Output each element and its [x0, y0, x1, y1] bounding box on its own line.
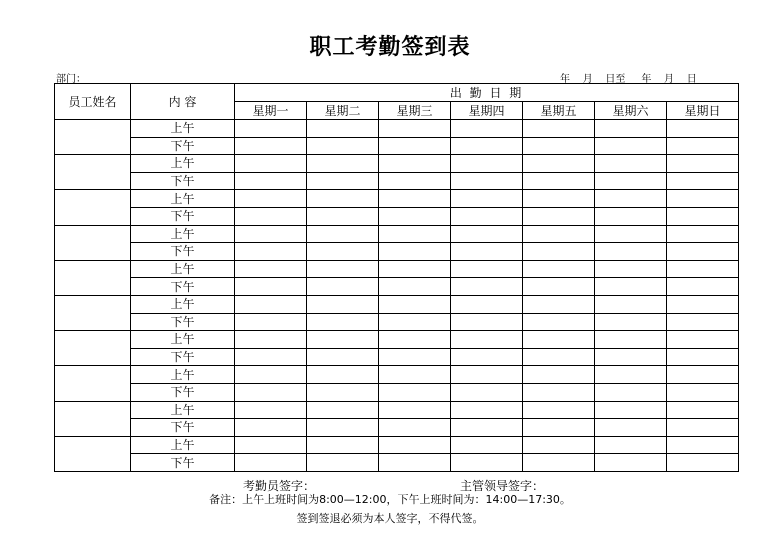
signature-cell[interactable]	[307, 401, 379, 419]
am-label: 上午	[131, 225, 235, 243]
signature-cell[interactable]	[307, 243, 379, 261]
signature-cell[interactable]	[307, 295, 379, 313]
signature-cell[interactable]	[595, 137, 667, 155]
am-label: 上午	[131, 120, 235, 138]
signature-cell[interactable]	[451, 436, 523, 454]
employee-name-cell[interactable]	[55, 366, 131, 401]
employee-name-cell[interactable]	[55, 120, 131, 155]
signature-cell[interactable]	[451, 207, 523, 225]
signature-cell[interactable]	[595, 366, 667, 384]
signature-cell[interactable]	[523, 260, 595, 278]
supervisor-signature-label: 主管领导签字：	[460, 479, 545, 493]
employee-name-cell[interactable]	[55, 225, 131, 260]
table-row	[55, 155, 739, 173]
signature-cell[interactable]	[307, 383, 379, 401]
signature-cell[interactable]	[235, 383, 307, 401]
signature-cell[interactable]	[523, 383, 595, 401]
pm-label: 下午	[131, 137, 235, 155]
signature-cell[interactable]	[523, 225, 595, 243]
signature-cell[interactable]	[379, 243, 451, 261]
signature-cell[interactable]	[451, 155, 523, 173]
signature-cell[interactable]	[379, 295, 451, 313]
table-row	[55, 295, 739, 313]
table-row	[55, 137, 739, 155]
signature-cell[interactable]	[307, 331, 379, 349]
pm-label: 下午	[131, 383, 235, 401]
signature-cell[interactable]	[523, 419, 595, 437]
signature-cell[interactable]	[307, 225, 379, 243]
table-row	[55, 207, 739, 225]
signature-cell[interactable]	[451, 190, 523, 208]
signature-cell[interactable]	[307, 190, 379, 208]
table-row	[55, 383, 739, 401]
table-row	[55, 454, 739, 472]
am-label: 上午	[131, 190, 235, 208]
signature-cell[interactable]	[451, 278, 523, 296]
pm-label: 下午	[131, 207, 235, 225]
signature-cell[interactable]	[595, 295, 667, 313]
signature-cell[interactable]	[595, 243, 667, 261]
signature-cell[interactable]	[667, 313, 739, 331]
table-row	[55, 313, 739, 331]
signature-cell[interactable]	[379, 331, 451, 349]
pm-label: 下午	[131, 172, 235, 190]
department-label: 部门：	[56, 74, 86, 85]
signature-cell[interactable]	[379, 190, 451, 208]
signature-cell[interactable]	[235, 260, 307, 278]
date-range-label: 年 月 日至 年 月 日	[560, 74, 697, 85]
table-row	[55, 260, 739, 278]
signature-cell[interactable]	[667, 190, 739, 208]
signature-cell[interactable]	[523, 120, 595, 138]
signature-cell[interactable]	[235, 419, 307, 437]
signature-cell[interactable]	[379, 401, 451, 419]
signature-cell[interactable]	[667, 172, 739, 190]
signature-cell[interactable]	[235, 401, 307, 419]
signature-cell[interactable]	[595, 190, 667, 208]
signature-cell[interactable]	[235, 207, 307, 225]
signature-cell[interactable]	[595, 260, 667, 278]
signature-cell[interactable]	[379, 172, 451, 190]
page-title: 职工考勤签到表	[309, 35, 471, 60]
am-label: 上午	[131, 260, 235, 278]
signature-cell[interactable]	[667, 348, 739, 366]
signature-cell[interactable]	[667, 436, 739, 454]
signature-cell[interactable]	[667, 295, 739, 313]
signature-cell[interactable]	[595, 172, 667, 190]
signature-cell[interactable]	[667, 225, 739, 243]
signature-cell[interactable]	[451, 401, 523, 419]
attendance-table	[54, 83, 739, 472]
note-sign-rule: 签到签退必须为本人签字，不得代签。	[296, 512, 484, 525]
table-row	[55, 120, 739, 138]
signature-cell[interactable]	[379, 137, 451, 155]
signature-cell[interactable]	[307, 207, 379, 225]
employee-name-header: 员工姓名	[55, 84, 131, 120]
signature-cell[interactable]	[667, 401, 739, 419]
signature-cell[interactable]	[451, 454, 523, 472]
pm-label: 下午	[131, 313, 235, 331]
pm-label: 下午	[131, 454, 235, 472]
signature-cell[interactable]	[523, 243, 595, 261]
signature-cell[interactable]	[379, 155, 451, 173]
signature-cell[interactable]	[595, 207, 667, 225]
table-row	[55, 172, 739, 190]
employee-name-cell[interactable]	[55, 331, 131, 366]
signature-cell[interactable]	[307, 348, 379, 366]
note-working-hours: 备注：上午上班时间为8:00—12:00，下午上班时间为：14:00—17:30。	[209, 493, 571, 506]
content-header: 内 容	[131, 84, 235, 120]
signature-cell[interactable]	[451, 225, 523, 243]
table-row	[55, 348, 739, 366]
signature-cell[interactable]	[595, 313, 667, 331]
signature-cell[interactable]	[451, 137, 523, 155]
signature-cell[interactable]	[235, 331, 307, 349]
signature-cell[interactable]	[523, 401, 595, 419]
weekday-header-wed: 星期三	[379, 102, 451, 120]
signature-cell[interactable]	[451, 295, 523, 313]
weekday-header-thu: 星期四	[451, 102, 523, 120]
signature-cell[interactable]	[307, 419, 379, 437]
signature-cell[interactable]	[451, 383, 523, 401]
am-label: 上午	[131, 295, 235, 313]
am-label: 上午	[131, 366, 235, 384]
signature-cell[interactable]	[595, 331, 667, 349]
signature-cell[interactable]	[235, 295, 307, 313]
signature-cell[interactable]	[523, 137, 595, 155]
signature-cell[interactable]	[235, 225, 307, 243]
employee-name-cell[interactable]	[55, 155, 131, 190]
signature-cell[interactable]	[523, 454, 595, 472]
table-row	[55, 331, 739, 349]
table-row	[55, 366, 739, 384]
signature-cell[interactable]	[667, 260, 739, 278]
signature-cell[interactable]	[595, 383, 667, 401]
signature-cell[interactable]	[235, 190, 307, 208]
signature-cell[interactable]	[523, 172, 595, 190]
signature-cell[interactable]	[667, 383, 739, 401]
signature-cell[interactable]	[523, 190, 595, 208]
signature-cell[interactable]	[235, 436, 307, 454]
signature-cell[interactable]	[451, 172, 523, 190]
pm-label: 下午	[131, 348, 235, 366]
signature-cell[interactable]	[307, 366, 379, 384]
signature-cell[interactable]	[451, 313, 523, 331]
signature-cell[interactable]	[379, 260, 451, 278]
signature-cell[interactable]	[523, 155, 595, 173]
signature-cell[interactable]	[595, 225, 667, 243]
signature-cell[interactable]	[379, 225, 451, 243]
signature-cell[interactable]	[235, 313, 307, 331]
signature-cell[interactable]	[523, 295, 595, 313]
am-label: 上午	[131, 401, 235, 419]
employee-name-cell[interactable]	[55, 436, 131, 471]
signature-cell[interactable]	[235, 348, 307, 366]
table-row	[55, 278, 739, 296]
signature-cell[interactable]	[667, 120, 739, 138]
signature-cell[interactable]	[595, 401, 667, 419]
weekday-header-sun: 星期日	[667, 102, 739, 120]
attendance-officer-signature-label: 考勤员签字：	[243, 479, 316, 493]
table-row	[55, 225, 739, 243]
am-label: 上午	[131, 155, 235, 173]
signature-cell[interactable]	[595, 348, 667, 366]
weekday-header-mon: 星期一	[235, 102, 307, 120]
signature-cell[interactable]	[523, 348, 595, 366]
table-row	[55, 419, 739, 437]
signature-cell[interactable]	[451, 120, 523, 138]
signature-cell[interactable]	[307, 260, 379, 278]
signature-cell[interactable]	[235, 454, 307, 472]
signature-cell[interactable]	[307, 155, 379, 173]
signature-cell[interactable]	[379, 120, 451, 138]
signature-cell[interactable]	[523, 436, 595, 454]
signature-cell[interactable]	[379, 366, 451, 384]
signature-cell[interactable]	[667, 419, 739, 437]
signature-cell[interactable]	[379, 436, 451, 454]
signature-cell[interactable]	[451, 348, 523, 366]
employee-name-cell[interactable]	[55, 260, 131, 295]
signature-cell[interactable]	[595, 436, 667, 454]
signature-cell[interactable]	[451, 331, 523, 349]
signature-cell[interactable]	[595, 454, 667, 472]
am-label: 上午	[131, 331, 235, 349]
signature-cell[interactable]	[379, 383, 451, 401]
signature-cell[interactable]	[523, 366, 595, 384]
signature-cell[interactable]	[523, 331, 595, 349]
am-label: 上午	[131, 436, 235, 454]
employee-name-cell[interactable]	[55, 295, 131, 330]
signature-cell[interactable]	[379, 207, 451, 225]
table-row	[55, 190, 739, 208]
signature-cell[interactable]	[307, 137, 379, 155]
signature-cell[interactable]	[235, 137, 307, 155]
signature-cell[interactable]	[235, 155, 307, 173]
weekday-header-sat: 星期六	[595, 102, 667, 120]
signature-cell[interactable]	[379, 278, 451, 296]
signature-cell[interactable]	[667, 366, 739, 384]
table-row	[55, 401, 739, 419]
signature-cell[interactable]	[379, 313, 451, 331]
signature-cell[interactable]	[307, 278, 379, 296]
signature-cell[interactable]	[667, 155, 739, 173]
attendance-date-header: 出 勤 日 期	[235, 84, 739, 102]
signature-cell[interactable]	[235, 278, 307, 296]
signature-cell[interactable]	[379, 348, 451, 366]
signature-cell[interactable]	[667, 137, 739, 155]
signature-cell[interactable]	[595, 278, 667, 296]
signature-cell[interactable]	[307, 436, 379, 454]
table-row	[55, 243, 739, 261]
signature-cell[interactable]	[307, 313, 379, 331]
pm-label: 下午	[131, 419, 235, 437]
signature-cell[interactable]	[523, 278, 595, 296]
signature-cell[interactable]	[595, 419, 667, 437]
signature-cell[interactable]	[667, 454, 739, 472]
signature-cell[interactable]	[667, 207, 739, 225]
signature-cell[interactable]	[307, 120, 379, 138]
employee-name-cell[interactable]	[55, 190, 131, 225]
pm-label: 下午	[131, 278, 235, 296]
signature-cell[interactable]	[667, 331, 739, 349]
weekday-header-fri: 星期五	[523, 102, 595, 120]
signature-cell[interactable]	[235, 243, 307, 261]
signature-cell[interactable]	[451, 366, 523, 384]
signature-cell[interactable]	[235, 172, 307, 190]
table-row	[55, 436, 739, 454]
signature-cell[interactable]	[379, 419, 451, 437]
signature-cell[interactable]	[667, 278, 739, 296]
signature-cell[interactable]	[595, 120, 667, 138]
employee-name-cell[interactable]	[55, 401, 131, 436]
signature-cell[interactable]	[379, 454, 451, 472]
pm-label: 下午	[131, 243, 235, 261]
signature-cell[interactable]	[523, 313, 595, 331]
signature-cell[interactable]	[235, 120, 307, 138]
weekday-header-tue: 星期二	[307, 102, 379, 120]
signature-cell[interactable]	[307, 454, 379, 472]
signature-cell[interactable]	[451, 260, 523, 278]
signature-cell[interactable]	[595, 155, 667, 173]
signature-cell[interactable]	[523, 207, 595, 225]
signature-cell[interactable]	[307, 172, 379, 190]
signature-cell[interactable]	[667, 243, 739, 261]
signature-cell[interactable]	[451, 243, 523, 261]
signature-cell[interactable]	[235, 366, 307, 384]
attendance-table-body	[55, 120, 739, 472]
signature-cell[interactable]	[451, 419, 523, 437]
